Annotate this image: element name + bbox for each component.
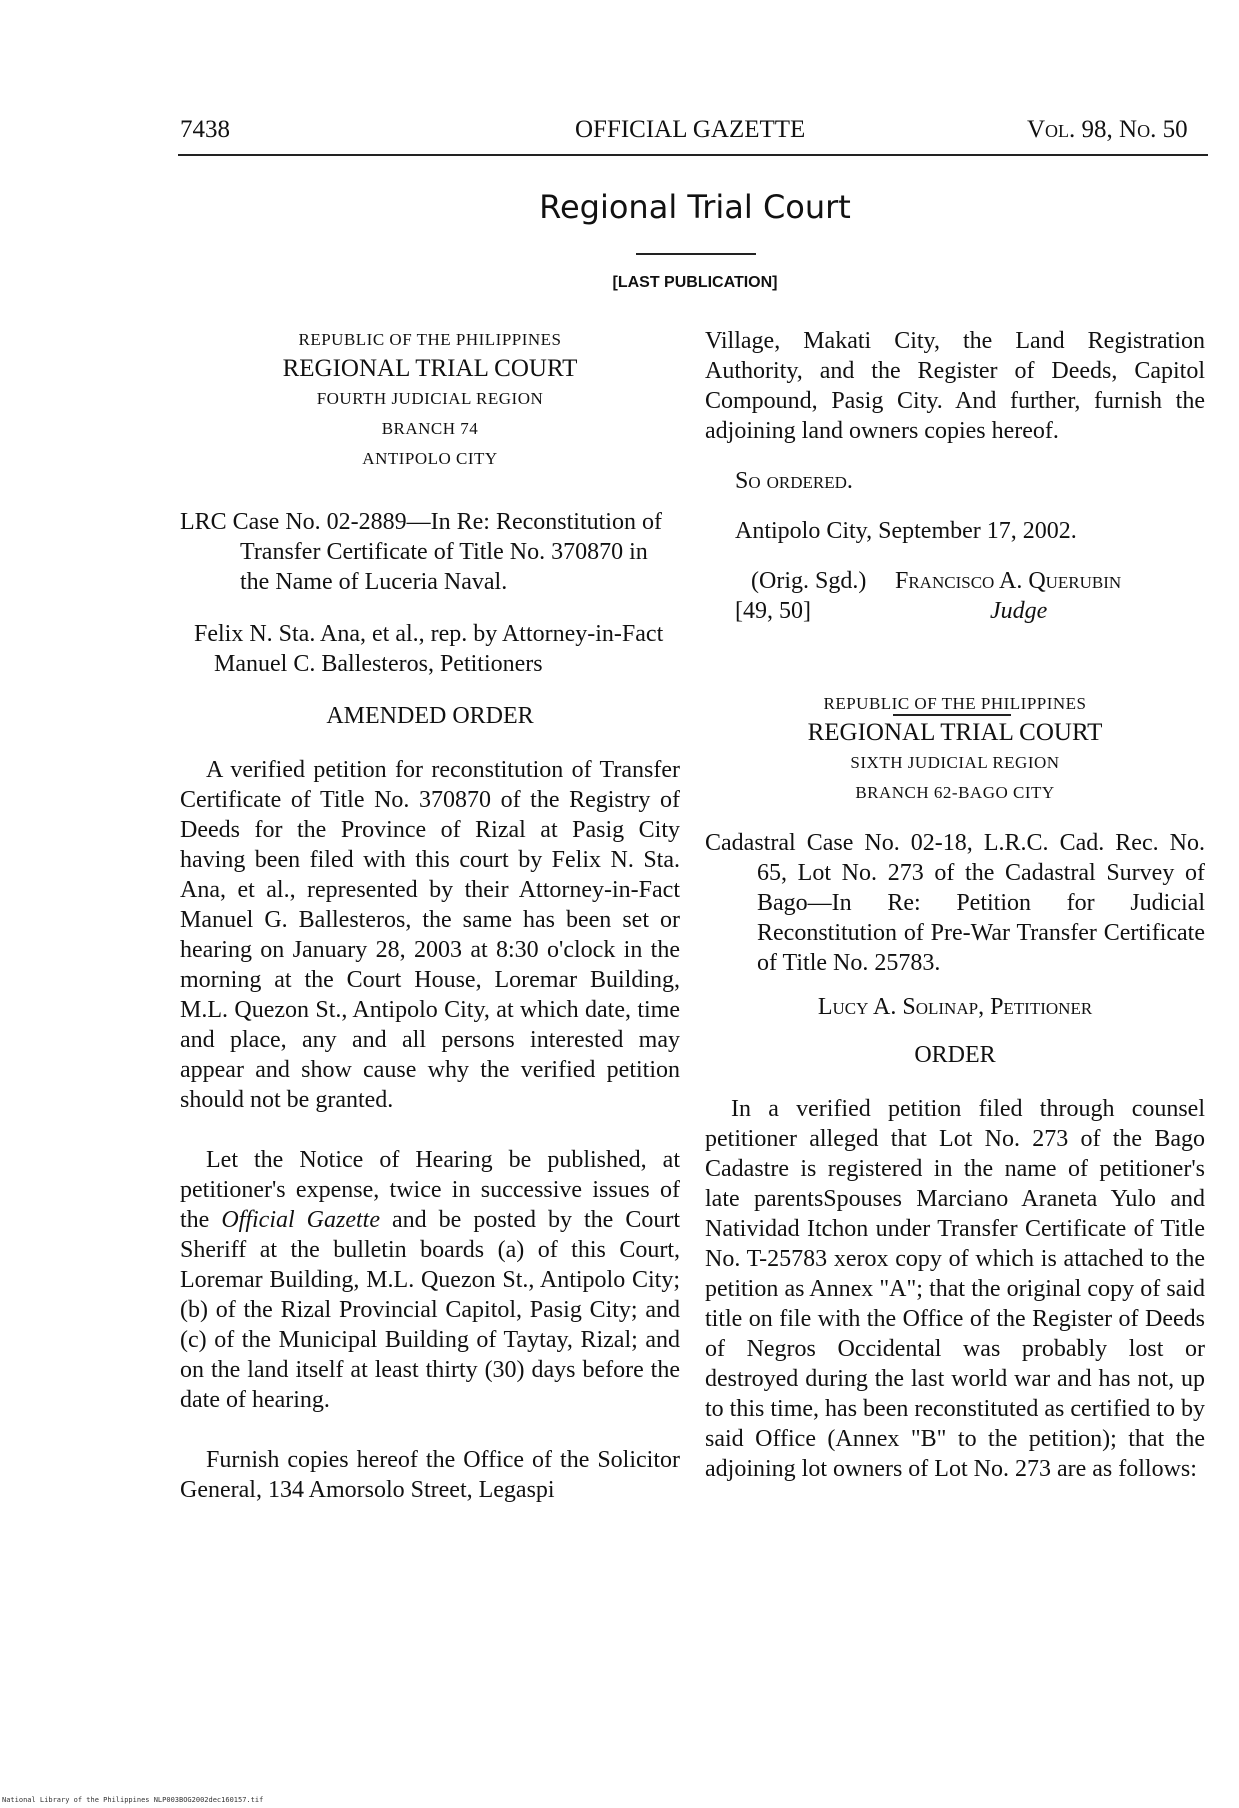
so-ordered: So ordered. xyxy=(735,468,853,494)
title-divider xyxy=(636,253,756,255)
right-paragraph-continued: Village, Makati City, the Land Registration Authority, and the Register of Deeds, Capitol Compound, Pasig City. And further, furnish the adjoining land owners copies hereof. xyxy=(705,328,1205,444)
judge-title: Judge xyxy=(990,598,1048,624)
header-rule xyxy=(178,154,1208,156)
section-divider xyxy=(893,714,1011,716)
publication-title: OFFICIAL GAZETTE xyxy=(575,116,806,143)
last-publication: [LAST PUBLICATION] xyxy=(612,274,778,291)
court-line: BRANCH 62-BAGO CITY xyxy=(855,783,1055,802)
court-line: REPUBLIC OF THE PHILIPPINES xyxy=(823,694,1087,713)
volume-number: Vol. 98, No. 50 xyxy=(1027,116,1188,143)
court-line: BRANCH 74 xyxy=(381,419,479,438)
left-paragraph-3: Furnish copies hereof the Office of the Solicitor General, 134 Amorsolo Street, Legaspi xyxy=(180,1447,680,1503)
court-block-left xyxy=(180,325,680,474)
court-line: SIXTH JUDICIAL REGION xyxy=(850,753,1060,772)
case-caption-right: Cadastral Case No. 02-18, L.R.C. Cad. Rec. No. 65, Lot No. 273 of the Cadastral Survey of Bago—In Re: Petition for Judicial Reconstitution of Pre-War Transfer Certificate of Title No. 25783. xyxy=(705,830,1205,976)
publication-reference: [49, 50] xyxy=(735,598,811,624)
court-line: REGIONAL TRIAL COURT xyxy=(807,719,1103,746)
signature-block xyxy=(705,566,1205,626)
judge-name: Francisco A. Querubin xyxy=(895,568,1122,594)
parties-right: Lucy A. Solinap, Petitioner xyxy=(817,994,1093,1020)
case-caption-left: LRC Case No. 02-2889—In Re: Reconstitution of Transfer Certificate of Title No. 370870 in the Name of Luceria Naval. xyxy=(180,509,662,595)
court-line: REPUBLIC OF THE PHILIPPINES xyxy=(298,330,562,349)
order-heading: ORDER xyxy=(914,1042,996,1068)
scan-footer: National Library of the Philippines NLP003BOG2002dec160157.tif xyxy=(2,1796,264,1804)
left-paragraph-1: A verified petition for reconstitution of Transfer Certificate of Title No. 370870 of the Registry of Deeds for the Province of Rizal at Pasig City having been filed with this court by Felix N. Sta. Ana, et al., represented by their Attorney-in-Fact Manuel G. Ballesteros, the same has been set or hearing on January 28, 2003 at 8:30 o'clock in the morning at the Court House, Loremar Building, M.L. Quezon St., Antipolo City, at which date, time and place, any and all persons interested may appear and show cause why the verified petition should not be granted. xyxy=(180,757,680,1113)
court-line: FOURTH JUDICIAL REGION xyxy=(316,389,544,408)
court-line: REGIONAL TRIAL COURT xyxy=(282,355,578,382)
parties-left: Felix N. Sta. Ana, et al., rep. by Attorney-in-Fact Manuel C. Ballesteros, Petitioners xyxy=(194,621,664,677)
left-column xyxy=(180,325,680,1505)
orig-sgd: (Orig. Sgd.) xyxy=(751,568,867,594)
court-block-right xyxy=(705,689,1205,808)
amended-order-heading: AMENDED ORDER xyxy=(326,703,534,729)
official-gazette-italic: Official Gazette xyxy=(221,1207,380,1233)
section-title: Regional Trial Court xyxy=(539,188,851,226)
right-paragraph-1: In a verified petition filed through counsel petitioner alleged that Lot No. 273 of the Bago Cadastre is registered in the name of petitioner's late parentsSpouses Marciano Araneta Yulo and Natividad Itchon under Transfer Certificate of Title No. T-25783 xerox copy of which is attached to the petition as Annex "A"; that the original copy of said title on file with the Office of the Register of Deeds of Negros Occidental was probably lost or destroyed during the last world war and has not, up to this time, has been reconstituted as certified to by said Office (Annex "B" to the petition); that the adjoining lot owners of Lot No. 273 are as follows: xyxy=(705,1096,1205,1482)
right-column xyxy=(705,326,1205,1484)
page-number: 7438 xyxy=(180,116,230,143)
left-paragraph-2: Let the Notice of Hearing be published, at petitioner's expense, twice in successive issues of the Official Gazette and be posted by the Court Sheriff at the bulletin boards (a) of this Court, Loremar Building, M.L. Quezon St., Antipolo City; (b) of the Rizal Provincial Capitol, Pasig City; and (c) of the Municipal Building of Taytay, Rizal; and on the land itself at least thirty (30) days before the date of hearing. xyxy=(180,1147,681,1413)
date-line: Antipolo City, September 17, 2002. xyxy=(735,518,1077,544)
court-line: ANTIPOLO CITY xyxy=(362,449,498,468)
